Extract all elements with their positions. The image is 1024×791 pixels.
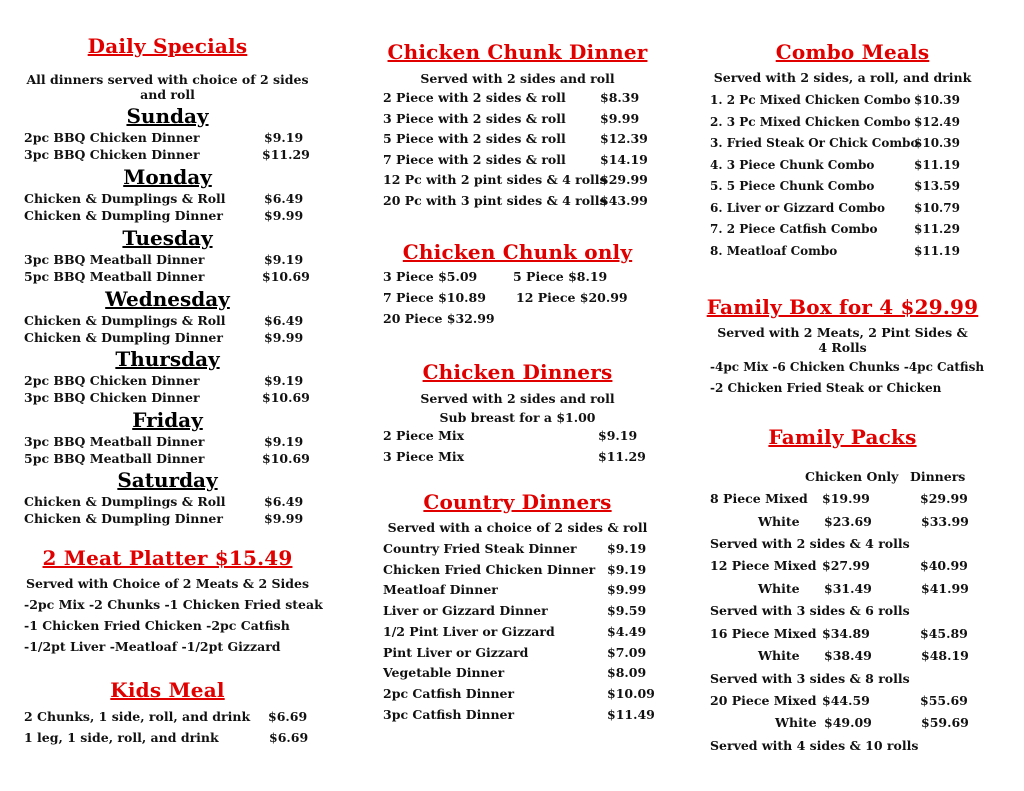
pack-white-label: White (758, 580, 800, 596)
chunk-dinner-item-name: 3 Piece with 2 sides & roll (383, 110, 566, 126)
packs-header-dinners: Dinners (910, 469, 966, 484)
chunk-dinner-item-price: $14.19 (600, 151, 648, 167)
platter-line: -1 Chicken Fried Chicken -2pc Catfish (24, 618, 290, 633)
special-item-name: Chicken & Dumpling Dinner (24, 208, 223, 223)
combo-item-price: $10.39 (914, 93, 960, 107)
country-item-name: Country Fried Steak Dinner (383, 541, 577, 556)
country-item-name: Liver or Gizzard Dinner (383, 603, 548, 619)
special-item-price: $6.49 (264, 494, 304, 509)
day-heading: Thursday (115, 347, 220, 371)
family-packs-title: Family Packs (768, 425, 917, 449)
pack-served-note: Served with 4 sides & 10 rolls (710, 737, 919, 753)
special-item-price: $9.99 (264, 511, 304, 526)
daily-specials-note: All dinners served with choice of 2 sides and roll (26, 72, 309, 102)
pack-chicken-only-price: $19.99 (822, 491, 870, 506)
pack-label: 12 Piece Mixed (710, 558, 817, 574)
special-item-name: Chicken & Dumpling Dinner (24, 330, 223, 345)
pack-white-label: White (775, 715, 817, 731)
pack-dinner-price: $29.99 (920, 491, 968, 506)
pack-white-chicken-price: $49.09 (824, 715, 872, 731)
special-item-price: $9.19 (264, 373, 304, 388)
special-item-name: 3pc BBQ Chicken Dinner (24, 390, 200, 405)
country-item-price: $9.19 (607, 561, 647, 577)
pack-chicken-only-price: $44.59 (822, 692, 870, 708)
pack-chicken-only-price: $27.99 (822, 558, 870, 574)
pack-served-note: Served with 3 sides & 8 rolls (710, 670, 910, 686)
special-item-price: $6.49 (264, 191, 304, 206)
special-item-price: $9.19 (264, 434, 304, 449)
day-heading: Friday (132, 408, 203, 432)
chunk-dinner-item-name: 2 Piece with 2 sides & roll (383, 90, 566, 105)
kids-item-price: $6.69 (268, 709, 308, 724)
chunk-only-item: 5 Piece $8.19 (513, 269, 608, 284)
chunk-dinner-item-name: 7 Piece with 2 sides & roll (383, 151, 566, 167)
pack-white-dinner-price: $41.99 (921, 580, 969, 596)
country-item-name: Pint Liver or Gizzard (383, 644, 529, 660)
pack-dinner-price: $40.99 (920, 558, 968, 574)
platter-note: Served with Choice of 2 Meats & 2 Sides (26, 576, 309, 591)
special-item-name: Chicken & Dumplings & Roll (24, 191, 226, 206)
country-item-price: $9.99 (607, 582, 647, 598)
combo-item-name: 4. 3 Piece Chunk Combo (710, 157, 875, 172)
pack-white-dinner-price: $59.69 (921, 715, 969, 731)
country-item-name: Chicken Fried Chicken Dinner (383, 561, 596, 577)
special-item-name: 5pc BBQ Meatball Dinner (24, 451, 205, 466)
chunk-dinner-item-name: 20 Pc with 3 pint sides & 4 rolls (383, 192, 607, 208)
chicken-dinner-name: 3 Piece Mix (383, 449, 465, 464)
country-item-name: Vegetable Dinner (383, 665, 505, 681)
day-heading: Sunday (126, 104, 209, 128)
special-item-name: Chicken & Dumplings & Roll (24, 494, 226, 509)
combo-item-name: 5. 5 Piece Chunk Combo (710, 179, 875, 193)
special-item-name: 5pc BBQ Meatball Dinner (24, 269, 205, 284)
combo-item-price: $13.59 (914, 179, 960, 193)
chunk-only-item: 12 Piece $20.99 (516, 290, 628, 305)
combo-item-price: $12.49 (914, 114, 960, 129)
kids-meal-title: Kids Meal (110, 678, 225, 702)
daily-specials-title: Daily Specials (87, 34, 248, 58)
combo-meals-note: Served with 2 sides, a roll, and drink (713, 70, 972, 85)
special-item-name: 2pc BBQ Chicken Dinner (24, 373, 200, 388)
pack-label: 20 Piece Mixed (710, 692, 817, 708)
combo-item-price: $10.39 (914, 136, 960, 150)
pack-chicken-only-price: $34.89 (822, 625, 870, 641)
combo-item-name: 7. 2 Piece Catfish Combo (710, 222, 878, 236)
special-item-price: $9.19 (264, 252, 304, 267)
family-box-title: Family Box for 4 $29.99 (706, 295, 979, 319)
country-item-price: $8.09 (607, 665, 647, 681)
pack-dinner-price: $45.89 (920, 625, 968, 641)
special-item-price: $10.69 (262, 269, 310, 284)
pack-dinner-price: $55.69 (920, 692, 968, 708)
chunk-only-title: Chicken Chunk only (402, 240, 633, 264)
special-item-price: $10.69 (262, 451, 310, 466)
chicken-dinners-sub-note: Sub breast for a $1.00 (439, 410, 596, 425)
combo-item-price: $11.19 (914, 157, 960, 172)
special-item-name: 3pc BBQ Meatball Dinner (24, 252, 205, 267)
chunk-only-item: 7 Piece $10.89 (383, 290, 486, 305)
kids-item-name: 1 leg, 1 side, roll, and drink (24, 730, 219, 745)
country-item-name: 1/2 Pint Liver or Gizzard (383, 623, 555, 639)
day-heading: Tuesday (122, 226, 213, 250)
special-item-name: 2pc BBQ Chicken Dinner (24, 130, 200, 145)
chunk-only-item: 3 Piece $5.09 (383, 269, 478, 284)
combo-item-name: 3. Fried Steak Or Chick Combo (710, 136, 919, 150)
combo-item-name: 6. Liver or Gizzard Combo (710, 200, 886, 215)
country-item-price: $7.09 (607, 644, 647, 660)
country-dinners-title: Country Dinners (423, 490, 612, 514)
special-item-price: $9.19 (264, 130, 304, 145)
chunk-dinner-item-price: $8.39 (600, 90, 640, 105)
chunk-dinner-item-price: $9.99 (600, 110, 640, 126)
pack-white-label: White (758, 648, 800, 664)
special-item-name: 3pc BBQ Meatball Dinner (24, 434, 205, 449)
country-item-name: 3pc Catfish Dinner (383, 706, 515, 722)
special-item-price: $11.29 (262, 147, 310, 162)
chunk-dinner-title: Chicken Chunk Dinner (387, 40, 648, 64)
country-item-price: $9.59 (607, 603, 647, 619)
pack-white-chicken-price: $38.49 (824, 648, 872, 664)
country-item-name: Meatloaf Dinner (383, 582, 498, 598)
country-item-price: $10.09 (607, 685, 655, 701)
chicken-dinners-note: Served with 2 sides and roll (420, 391, 615, 406)
kids-item-name: 2 Chunks, 1 side, roll, and drink (24, 709, 251, 724)
family-box-line: -4pc Mix -6 Chicken Chunks -4pc Catfish (710, 360, 985, 374)
pack-white-chicken-price: $31.49 (824, 580, 872, 596)
pack-white-dinner-price: $33.99 (921, 513, 969, 529)
special-item-price: $6.49 (264, 313, 304, 328)
special-item-name: Chicken & Dumpling Dinner (24, 511, 223, 526)
special-item-price: $9.99 (264, 330, 304, 345)
chicken-dinner-price: $11.29 (598, 449, 646, 464)
chunk-dinner-item-price: $43.99 (600, 192, 648, 208)
country-item-price: $9.19 (607, 541, 647, 556)
country-dinners-note: Served with a choice of 2 sides & roll (387, 520, 648, 535)
chunk-dinner-item-price: $29.99 (600, 172, 648, 187)
chicken-dinner-name: 2 Piece Mix (383, 428, 465, 443)
combo-item-name: 1. 2 Pc Mixed Chicken Combo (710, 93, 911, 107)
chicken-dinner-price: $9.19 (598, 428, 638, 443)
platter-title: 2 Meat Platter $15.49 (42, 546, 293, 570)
special-item-price: $9.99 (264, 208, 304, 223)
platter-line: -1/2pt Liver -Meatloaf -1/2pt Gizzard (24, 639, 281, 654)
family-box-note: Served with 2 Meats, 2 Pint Sides & 4 Rolls (717, 325, 968, 355)
chicken-dinners-title: Chicken Dinners (422, 360, 613, 384)
chunk-dinner-item-price: $12.39 (600, 131, 648, 146)
pack-white-chicken-price: $23.69 (824, 513, 872, 529)
pack-served-note: Served with 2 sides & 4 rolls (710, 536, 910, 551)
country-item-price: $11.49 (607, 706, 655, 722)
family-box-line: -2 Chicken Fried Steak or Chicken (710, 381, 942, 395)
special-item-name: 3pc BBQ Chicken Dinner (24, 147, 200, 162)
pack-white-dinner-price: $48.19 (921, 648, 969, 664)
combo-item-name: 2. 3 Pc Mixed Chicken Combo (710, 114, 911, 129)
pack-white-label: White (758, 513, 800, 529)
combo-meals-title: Combo Meals (775, 40, 930, 64)
day-heading: Wednesday (105, 287, 230, 311)
special-item-name: Chicken & Dumplings & Roll (24, 313, 226, 328)
combo-item-name: 8. Meatloaf Combo (710, 243, 838, 258)
packs-header-chicken-only: Chicken Only (805, 469, 899, 484)
kids-item-price: $6.69 (269, 730, 309, 745)
special-item-price: $10.69 (262, 390, 310, 405)
combo-item-price: $11.19 (914, 243, 960, 258)
day-heading: Monday (123, 165, 212, 189)
platter-line: -2pc Mix -2 Chunks -1 Chicken Fried steak (24, 597, 323, 612)
combo-item-price: $11.29 (914, 222, 960, 236)
pack-label: 16 Piece Mixed (710, 625, 817, 641)
chunk-dinner-item-name: 12 Pc with 2 pint sides & 4 rolls (383, 172, 607, 187)
pack-label: 8 Piece Mixed (710, 491, 808, 506)
chunk-dinner-item-name: 5 Piece with 2 sides & roll (383, 131, 566, 146)
country-item-price: $4.49 (607, 623, 647, 639)
country-item-name: 2pc Catfish Dinner (383, 685, 515, 701)
combo-item-price: $10.79 (914, 200, 960, 215)
chunk-only-item: 20 Piece $32.99 (383, 311, 495, 326)
pack-served-note: Served with 3 sides & 6 rolls (710, 603, 910, 619)
chunk-dinner-note: Served with 2 sides and roll (420, 71, 615, 86)
day-heading: Saturday (117, 468, 218, 492)
